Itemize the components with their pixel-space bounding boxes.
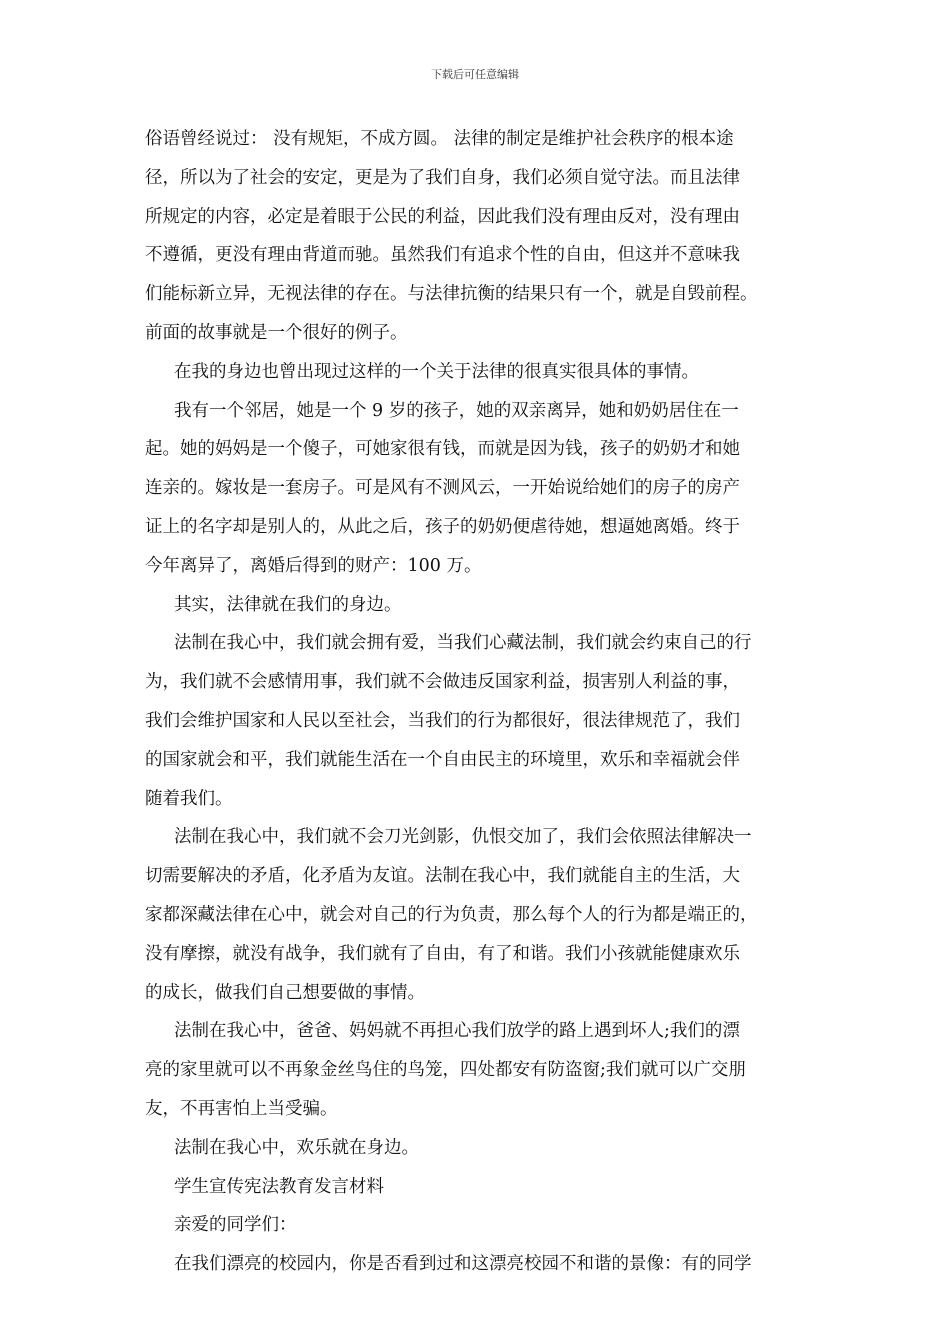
text-line: 的国家就会和平，我们就能生活在一个自由民主的环境里，欢乐和幸福就会伴 (145, 749, 740, 770)
text-line: 我有一个邻居，她是一个 9 岁的孩子，她的双亲离异，她和奶奶居住在一 (174, 400, 739, 421)
text-line: 其实，法律就在我们的身边。 (174, 594, 402, 615)
text-line: 径，所以为了社会的安定，更是为了我们自身，我们必须自觉守法。而且法律 (145, 167, 740, 188)
text-line: 在我的身边也曾出现过这样的一个关于法律的很真实很具体的事情。 (174, 361, 699, 382)
text-line: 学生宣传宪法教育发言材料 (174, 1176, 384, 1197)
text-line: 的成长，做我们自己想要做的事情。 (145, 982, 425, 1003)
text-line: 连亲的。嫁妆是一套房子。可是风有不测风云，一开始说给她们的房子的房产 (145, 478, 740, 499)
text-line: 我们会维护国家和人民以至社会，当我们的行为都很好，很法律规范了，我们 (145, 710, 740, 731)
text-line: 们能标新立异，无视法律的存在。与法律抗衡的结果只有一个，就是自毁前程。 (145, 284, 758, 305)
text-line: 亮的家里就可以不再象金丝鸟住的鸟笼，四处都安有防盗窗;我们就可以广交朋 (145, 1060, 746, 1081)
text-line: 前面的故事就是一个很好的例子。 (145, 322, 408, 343)
text-line: 俗语曾经说过： 没有规矩，不成方圆。 法律的制定是维护社会秩序的根本途 (145, 129, 734, 149)
text-line: 友，不再害怕上当受骗。 (145, 1098, 338, 1119)
text-line: 不遵循，更没有理由背道而驰。虽然我们有追求个性的自由，但这并不意味我 (145, 245, 740, 266)
text-line: 没有摩擦，就没有战争，我们就有了自由，有了和谐。我们小孩就能健康欢乐 (145, 943, 740, 964)
document-body (145, 120, 809, 1284)
page-header: 下载后可任意编辑 (431, 68, 519, 81)
text-line: 法制在我心中，爸爸、妈妈就不再担心我们放学的路上遇到坏人;我们的漂 (174, 1021, 740, 1042)
text-line: 切需要解决的矛盾，化矛盾为友谊。法制在我心中，我们就能自主的生活，大 (145, 866, 740, 887)
text-line: 为，我们就不会感情用事，我们就不会做违反国家利益，损害别人利益的事， (145, 672, 740, 693)
text-line: 今年离异了，离婚后得到的财产：100 万。 (145, 555, 482, 576)
text-line: 亲爱的同学们： (174, 1215, 297, 1236)
text-line: 所规定的内容，必定是着眼于公民的利益，因此我们没有理由反对，没有理由 (145, 206, 740, 227)
text-line: 证上的名字却是别人的，从此之后，孩子的奶奶便虐待她，想逼她离婚。终于 (145, 516, 740, 537)
text-line: 法制在我心中，我们就不会刀光剑影，仇恨交加了，我们会依照法律解决一 (174, 827, 752, 848)
text-line: 起。她的妈妈是一个傻子，可她家很有钱，而就是因为钱，孩子的奶奶才和她 (145, 439, 740, 460)
text-line: 法制在我心中，我们就会拥有爱，当我们心藏法制，我们就会约束自己的行 (174, 633, 752, 654)
text-line: 家都深藏法律在心中，就会对自己的行为负责，那么每个人的行为都是端正的， (145, 904, 758, 925)
text-line: 法制在我心中，欢乐就在身边。 (174, 1137, 419, 1158)
text-line: 在我们漂亮的校园内，你是否看到过和这漂亮校园不和谐的景像：有的同学 (174, 1254, 752, 1275)
text-line: 随着我们。 (145, 788, 233, 809)
